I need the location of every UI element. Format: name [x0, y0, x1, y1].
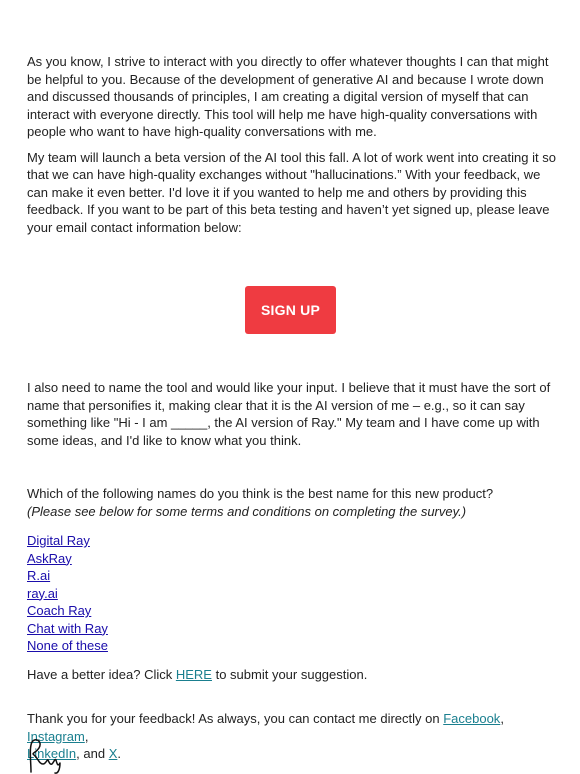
better-idea-line — [27, 666, 557, 684]
instagram-link[interactable]: Instagram — [27, 728, 85, 744]
better-idea-prefix: Have a better idea? Click — [27, 666, 176, 682]
option-coach-ray[interactable]: Coach Ray — [27, 603, 92, 618]
sign-up-button[interactable]: SIGN UP — [245, 286, 336, 334]
period: . — [117, 746, 121, 761]
survey-note: (Please see below for some terms and conditions on completing the survey.) — [27, 503, 467, 519]
facebook-link[interactable]: Facebook — [443, 711, 501, 726]
option-r-ai[interactable]: R.ai — [27, 568, 51, 583]
option-digital-ray[interactable]: Digital Ray — [27, 533, 90, 548]
cta-section — [27, 236, 557, 379]
separator-3: , and — [76, 746, 109, 761]
separator-1: , — [500, 711, 504, 726]
thanks-prefix: Thank you for your feedback! As always, you can contact me directly on — [27, 711, 444, 726]
better-idea-suffix: to submit your suggestion. — [211, 666, 368, 682]
option-chat-with-ray[interactable]: Chat with Ray — [27, 620, 108, 636]
option-askray[interactable]: AskRay — [27, 550, 72, 566]
survey-question: Which of the following names do you think is the best name for this new product? — [27, 486, 494, 501]
beta-paragraph: My team will launch a beta version of the AI tool this fall. A lot of work went into creating it so that we can have high-quality exchanges without "hallucinations.” With your feedback, we can make it even better. I'd love it if you wanted to help me and others by providing this feedback. If you want to be part of this beta testing and haven’t yet signed up, please leave your email contact information below: — [27, 149, 556, 235]
naming-paragraph: I also need to name the tool and would like your input. I believe that it must have the sort of name that personifies it, making clear that it is the AI version of me – e.g., so it can say something like "Hi - I am _____, the AI version of Ray." My team and I have come up with some ideas, and I'd like to know what you think. — [27, 380, 551, 448]
separator-2: , — [84, 728, 89, 744]
option-ray-ai[interactable]: ray.ai — [27, 585, 58, 601]
name-options-list — [27, 532, 557, 655]
linkedin-link[interactable]: LinkedIn — [27, 746, 77, 761]
option-none-of-these[interactable]: None of these — [27, 638, 108, 653]
email-body — [27, 53, 557, 763]
x-link[interactable]: X — [108, 746, 118, 761]
ray-signature-icon — [25, 738, 65, 774]
thanks-paragraph — [27, 710, 557, 763]
here-link[interactable]: HERE — [175, 666, 212, 682]
intro-paragraph: As you know, I strive to interact with you directly to offer whatever thoughts I can that might be helpful to you. Because of the development of generative AI and because I wrote down and discussed thousands of principles, I am creating a digital version of myself that can interact with everyone directly. This tool will help me have high-quality conversations with people who want to have high-quality conversations with me. — [27, 54, 549, 139]
